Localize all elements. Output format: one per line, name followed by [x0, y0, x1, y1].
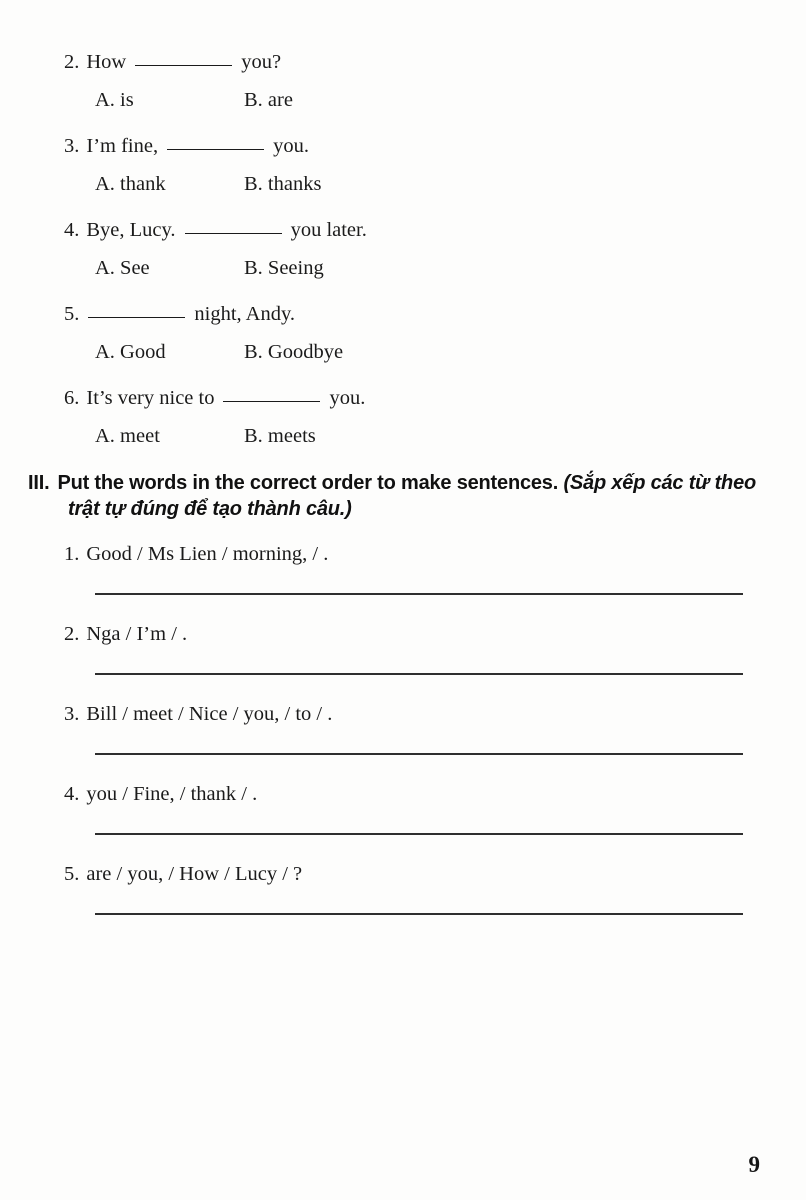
item-text	[64, 782, 766, 807]
mc-question-5	[64, 302, 766, 365]
word-order-item-4	[64, 782, 766, 835]
question-before-blank: Bye, Lucy.	[86, 219, 176, 241]
answer-line	[95, 753, 743, 755]
option-a: A. meet	[95, 425, 160, 447]
answer-blank	[185, 230, 282, 234]
question-before-blank: How	[86, 51, 127, 73]
option-b: B. Goodbye	[244, 341, 344, 363]
scrambled-words: Bill / meet / Nice / you, / to / .	[86, 703, 333, 725]
option-b: B. meets	[244, 425, 316, 447]
item-number: 2.	[64, 623, 80, 645]
option-a: A. Good	[95, 341, 166, 363]
question-number: 5.	[64, 303, 80, 325]
question-text	[64, 302, 766, 327]
scrambled-words: Good / Ms Lien / morning, / .	[86, 543, 329, 565]
option-b: B. are	[244, 89, 293, 111]
option-a: A. See	[95, 257, 150, 279]
answer-line	[95, 833, 743, 835]
option-b: B. Seeing	[244, 257, 324, 279]
question-number: 6.	[64, 387, 80, 409]
answer-line	[95, 913, 743, 915]
option-a: A. thank	[95, 173, 166, 195]
item-number: 4.	[64, 783, 80, 805]
page-content	[28, 50, 766, 942]
item-number: 5.	[64, 863, 80, 885]
answer-line	[95, 673, 743, 675]
question-text	[64, 218, 766, 243]
question-before-blank: I’m fine,	[86, 135, 159, 157]
mc-question-3	[64, 134, 766, 197]
mc-question-2	[64, 50, 766, 113]
options-row	[95, 256, 766, 281]
options-row	[95, 340, 766, 365]
answer-blank	[88, 314, 185, 318]
mc-question-6	[64, 386, 766, 449]
answer-blank	[223, 398, 320, 402]
item-number: 1.	[64, 543, 80, 565]
question-number: 3.	[64, 135, 80, 157]
question-after-blank: night, Andy.	[194, 303, 295, 325]
answer-blank	[135, 62, 232, 66]
question-number: 4.	[64, 219, 80, 241]
answer-line	[95, 593, 743, 595]
item-text	[64, 622, 766, 647]
question-before-blank: It’s very nice to	[86, 387, 215, 409]
option-a: A. is	[95, 89, 134, 111]
question-text	[64, 386, 766, 411]
item-text	[64, 542, 766, 567]
item-text	[64, 702, 766, 727]
answer-blank	[167, 146, 264, 150]
options-row	[95, 172, 766, 197]
option-b: B. thanks	[244, 173, 322, 195]
mc-question-4	[64, 218, 766, 281]
question-after-blank: you later.	[290, 219, 367, 241]
word-order-item-1	[64, 542, 766, 595]
question-text	[64, 134, 766, 159]
section-title-english: Put the words in the correct order to make sentences.	[57, 472, 559, 494]
question-after-blank: you.	[329, 387, 366, 409]
section-number: III.	[28, 472, 50, 494]
section-heading	[28, 470, 766, 522]
question-after-blank: you.	[273, 135, 309, 157]
question-text	[64, 50, 766, 75]
question-number: 2.	[64, 51, 80, 73]
options-row	[95, 424, 766, 449]
item-text	[64, 862, 766, 887]
word-order-item-2	[64, 622, 766, 675]
question-after-blank: you?	[241, 51, 282, 73]
word-order-item-3	[64, 702, 766, 755]
scrambled-words: Nga / I’m / .	[86, 623, 188, 645]
item-number: 3.	[64, 703, 80, 725]
section-title-vietnamese: (Sắp xếp các từ theo trật tự đúng để tạo thành câu.)	[68, 472, 757, 520]
scrambled-words: are / you, / How / Lucy / ?	[86, 863, 303, 885]
page-number: 9	[748, 1152, 760, 1177]
word-order-item-5	[64, 862, 766, 915]
scrambled-words: you / Fine, / thank / .	[86, 783, 258, 805]
options-row	[95, 88, 766, 113]
